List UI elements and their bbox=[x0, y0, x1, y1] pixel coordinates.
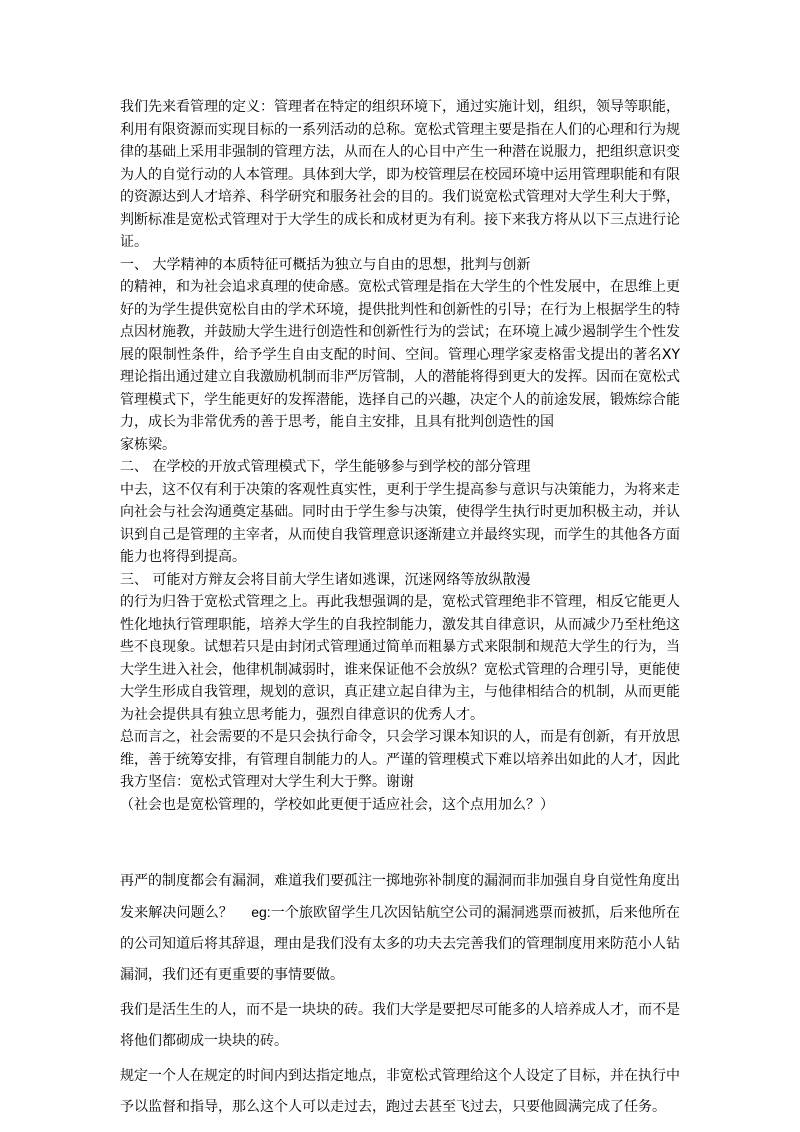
example-text: 一个旅欧留学生几次因钻航空公司的漏洞逃票而被抓，后来他所在的公司知道后将其辞退，理由是我们没有太多的功夫去完善我们的管理制度用来防范小人钻漏洞，我们还有更重要的事情要做。 bbox=[120, 905, 680, 983]
document-page bbox=[120, 96, 680, 1123]
loophole-text: 再严的制度都会有漏洞，难道我们要孤注一掷地弥补制度的漏洞而非加强自身自觉性角度出发来解决问题么？ bbox=[120, 873, 680, 921]
bricks-paragraph: 我们是活生生的人，而不是一块块的砖。我们大学是要把尽可能多的人培养成人才，而不是将他们都砌成一块块的砖。 bbox=[120, 1002, 680, 1049]
point-one-end: 家栋梁。 bbox=[120, 436, 176, 453]
goal-paragraph: 规定一个人在规定的时间内到达指定地点，非宽松式管理给这个人设定了目标，并在执行中予以监督和指导，那么这个人可以走过去，跑过去甚至飞过去，只要他圆满完成了任务。 bbox=[120, 1068, 680, 1115]
point-one-body: 的精神，和为社会追求真理的使命感。宽松式管理是指在大学生的个性发展中，在思维上更好的为学生提供宽松自由的学术环境，提供批判性和创新性的引导；在行为上根据学生的特点因材施教，并鼓励大学生进行创造性和创新性行为的尝试；在环境上减少遏制学生个性发展的限制性条件，给予学生自由支配的时间、空间。管理心理学家麦格雷戈提出的著名XY理论指出通过建立自我激励机制而非严厉管制，人的潜能将得到更大的发挥。因而在宽松式管理模式下，学生能更好的发挥潜能，选择自己的兴趣，决定个人的前途发展，锻炼综合能力，成长为非常优秀的善于思考，能自主安排，且具有批判创造性的国 bbox=[120, 279, 680, 430]
example-marker: eg: bbox=[251, 904, 271, 920]
loophole-paragraph bbox=[120, 866, 680, 991]
point-two-body: 中去，这不仅有利于决策的客观性真实性，更利于学生提高参与意识与决策能力，为将来走向社会与社会沟通奠定基础。同时由于学生参与决策，使得学生执行时更加积极主动，并认识到自己是管理的主宰者，从而使自我管理意识逐渐建立并最终实现，而学生的其他各方面能力也将得到提高。 bbox=[120, 481, 680, 565]
conclusion-paragraph: 总而言之，社会需要的不是只会执行命令，只会学习课本知识的人，而是有创新，有开放思维，善于统筹安排，有管理自制能力的人。严谨的管理模式下难以培养出如此的人才，因此我方坚信：宽松式管理对大学生利大于弊。谢谢 bbox=[120, 729, 680, 790]
debate-statement bbox=[120, 96, 680, 816]
intro-paragraph: 我们先来看管理的定义：管理者在特定的组织环境下，通过实施计划，组织，领导等职能，利用有限资源而实现目标的一系列活动的总称。宽松式管理主要是指在人们的心理和行为规律的基础上采用非强制的管理方法，从而在人的心目中产生一种潜在说服力，把组织意识变为人的自觉行动的人本管理。具体到大学，即为校管理层在校园环境中运用管理职能和有限的资源达到人才培养、科学研究和服务社会的目的。我们说宽松式管理对大学生利大于弊，判断标准是宽松式管理对于大学生的成长和成材更为有利。接下来我方将从以下三点进行论证。 bbox=[120, 99, 680, 250]
supplementary-notes bbox=[120, 866, 680, 1123]
point-three-body: 的行为归咎于宽松式管理之上。再此我想强调的是，宽松式管理绝非不管理，相反它能更人性化地执行管理职能，培养大学生的自我控制能力，激发其自律意识，从而减少乃至杜绝这些不良现象。试想若只是由封闭式管理通过简单而粗暴方式来限制和规范大学生的行为，当大学生进入社会，他律机制减弱时，谁来保证他不会放纵？宽松式管理的合理引导，更能使大学生形成自我管理，规划的意识，真正建立起自律为主，与他律相结合的机制，从而更能为社会提供具有独立思考能力，强烈自律意识的优秀人才。 bbox=[120, 594, 680, 723]
point-two-heading: 二、 在学校的开放式管理模式下，学生能够参与到学校的部分管理 bbox=[120, 459, 531, 475]
point-three-heading: 三、 可能对方辩友会将目前大学生诸如逃课，沉迷网络等放纵散漫 bbox=[120, 571, 531, 588]
point-one-heading: 一、 大学精神的本质特征可概括为独立与自由的思想，批判与创新 bbox=[120, 256, 531, 273]
section-gap bbox=[120, 816, 680, 866]
note-paragraph: （社会也是宽松管理的，学校如此更便于适应社会，这个点用加么？） bbox=[120, 796, 554, 813]
